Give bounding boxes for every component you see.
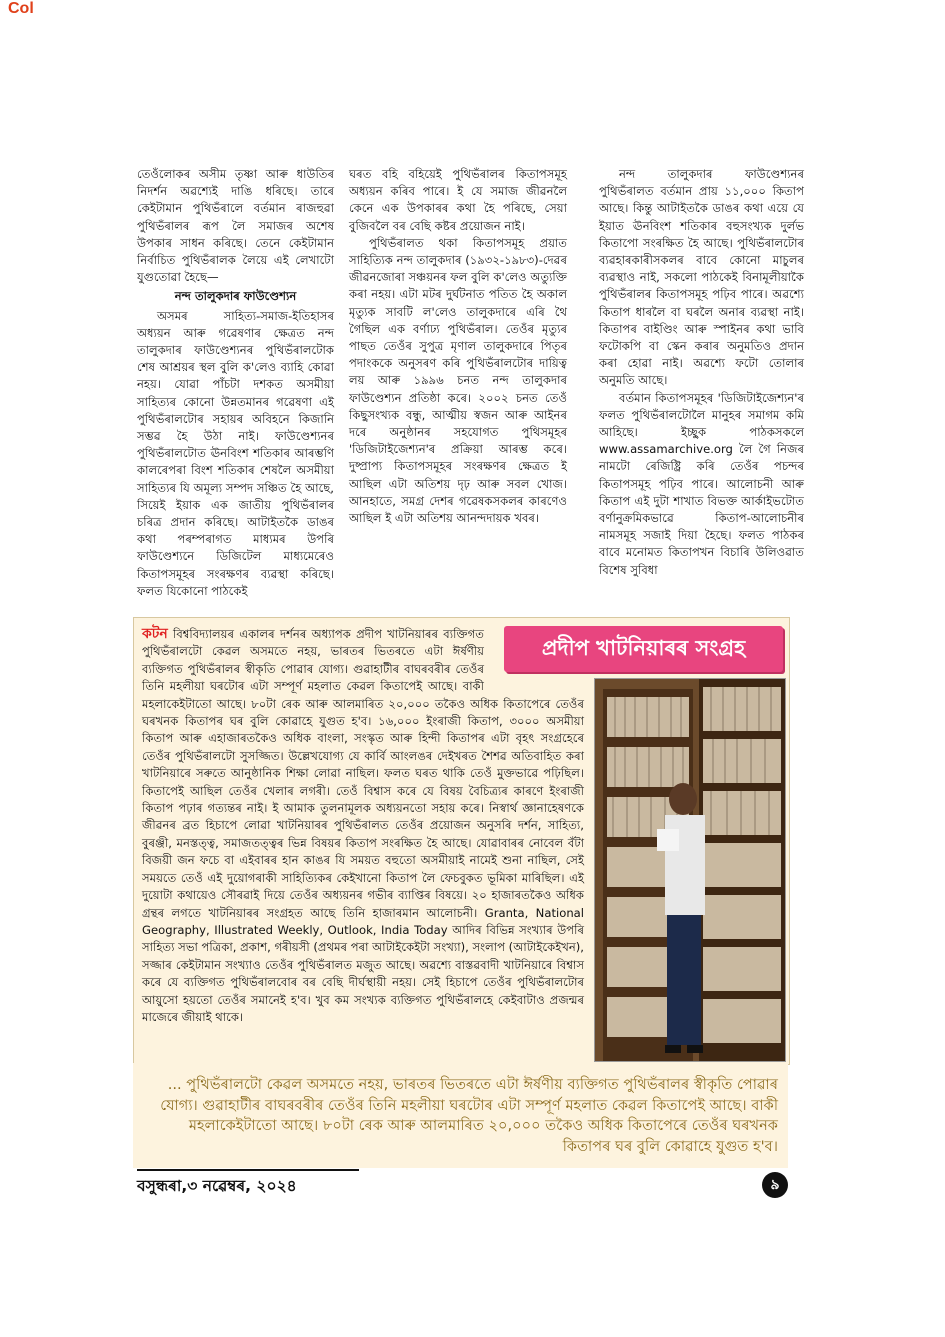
paragraph: অসমৰ সাহিত্য-সমাজ-ইতিহাসৰ অধ্যয়ন আৰু গৱেষণাৰ ক্ষেত্ৰত নন্দ তালুকদাৰ ফাউণ্ডেশ্যনৰ পুথিভঁৰালটোক শেষ আশ্ৰয়ৰ স্থল বুলি ক'লেও ব্যাহি কোৱা নহয়। যোৱা পাঁচটা দশকত অসমীয়া সাহিত্যৰ কোনো উন্নতমানৰ গৱেষণা এই পুথিভঁৰালটোৰ সহায়ৰ অবিহনে কিজানি সম্ভৱ হৈ উঠা নাই। ফাউণ্ডেশ্যনৰ পুথিভঁৰালটোত ঊনবিংশ শতিকাৰ আৰম্ভণি কালৰেপৰা বিংশ শতিকাৰ শেষলৈ অসমীয়া সাহিত্যৰ যি অমূল্য সম্পদ সঞ্চিত হৈ আছে, সিয়েই ইয়াক এক জাতীয় পুথিভঁৰালৰ চৰিত্ৰ প্ৰদান কৰিছে। আটাইতকৈ ডাঙৰ কথা পৰম্পৰাগত মাধ্যমৰ উপৰি ফাউণ্ডেশ্যনে ডিজিটেল মাধ্যমেৰেও কিতাপসমূহৰ সংৰক্ষণৰ ব্যৱস্থা কৰিছে। ফলত যিকোনো পাঠকেই: [137, 308, 334, 598]
pull-quote: [133, 1063, 788, 1168]
footer-publication: বসুন্ধৰা,৩ নৱেম্বৰ, ২০২৪: [137, 1177, 297, 1195]
article-column-2: [349, 166, 567, 527]
paragraph: নন্দ তালুকদাৰ ফাউণ্ডেশ্যনৰ পুথিভঁৰালত বৰ্তমান প্ৰায় ১১,০০০ কিতাপ আছে। কিন্তু আটাইতকৈ ডাঙৰ কথা এয়ে যে ইয়াত ঊনবিংশ শতিকাৰ বহুসংখ্যক দুৰ্লভ কিতাপো সংৰক্ষিত হৈ আছে। পুথিভঁৰালটোৰ ব্যৱহাৰকাৰীসকলৰ বাবে কোনো মাচুলৰ ব্যৱস্থাও নাই, সকলো পাঠকেই বিনামূলীয়াকৈ পুথিভঁৰালৰ কিতাপসমূহ পঢ়িব পাৰে। অৱশ্যে কিতাপ ধাৰলৈ বা ঘৰলৈ অনাৰ ব্যৱস্থা নাই। কিতাপৰ বাইণ্ডিং আৰু স্পাইনৰ কথা ভাবি ফটোকপি বা স্কেন কৰাৰ অনুমতিও প্ৰদান কৰা হোৱা নাই। অৱশ্যে ফটো তোলাৰ অনুমতি আছে।: [599, 167, 804, 388]
library-photo: [594, 678, 786, 1062]
page-number: ৯: [762, 1172, 788, 1198]
article-column-1: [137, 166, 334, 600]
paragraph: ঘৰত বহি বহিয়েই পুথিভঁৰালৰ কিতাপসমূহ অধ্যয়ন কৰিব পাৰে। ই যে সমাজ জীৱনলৈ কেনে এক উপকাৰৰ কথা হৈ পৰিছে, সেয়া বুজিবলৈ বৰ বেছি কষ্টৰ প্ৰয়োজন নাই।: [349, 167, 567, 233]
paragraph: বৰ্তমান কিতাপসমূহৰ 'ডিজিটাইজেশ্যন'ৰ ফলত পুথিভঁৰালটোলৈ মানুহৰ সমাগম কমি আহিছে। ইচ্ছুক পাঠকসকলে www.assamarchive.org লৈ গৈ নিজৰ নামটো ৰেজিষ্ট্ৰি কৰি তেওঁৰ পচন্দৰ কিতাপসমূহ পঢ়িব পাৰে। আলোচনী আৰু কিতাপ এই দুটা শাখাত বিভক্ত আৰ্কাইভটোত বৰ্ণানুক্ৰমিকভাৱে কিতাপ-আলোচনীৰ নামসমূহ সজাই দিয়া হৈছে। ফলত পাঠকৰ বাবে মনোমত কিতাপখন বিচাৰি উলিওৱাত বিশেষ সুবিধা: [599, 390, 804, 577]
section-subhead: নন্দ তালুকদাৰ ফাউণ্ডেশ্যন: [174, 289, 297, 304]
paragraph: তেওঁলোকৰ অসীম তৃষ্ণা আৰু ধাউতিৰ নিদৰ্শন অৱশ্যেই দাঙি ধৰিছে। তাৰে কেইটামান পুথিভঁৰালে বৰ্তমান ৰাজহুৱা পুথিভঁৰালৰ ৰূপ লৈ সমাজৰ অশেষ উপকাৰ সাধন কৰিছে। তেনে কেইটামান নিৰ্বাচিত পুথিভঁৰালক লৈয়ে এই লেখাটো যুগুতোৱা হৈছে—: [137, 167, 334, 285]
feature-banner-title: প্ৰদীপ খাটনিয়াৰৰ সংগ্ৰহ: [504, 626, 783, 672]
paragraph: পুথিভঁৰালত থকা কিতাপসমূহ প্ৰয়াত সাহিত্যিক নন্দ তালুকদাৰ (১৯৩২-১৯৮৩)-দেৱৰ জীৱনজোৰা সঞ্চয়নৰ ফল বুলি ক'লেও অত্যুক্তি কৰা নহয়। এটা মটৰ দুৰ্ঘটনাত পতিত হৈ অকাল মৃত্যুক সাবটি ল'লেও তালুকদাৰে এৰি থৈ গৈছিল এক বৰ্ণাঢ্য পুথিভঁৰাল। তেওঁৰ মৃত্যুৰ পাছত তেওঁৰ সুপুত্ৰ মৃণাল তালুকদাৰে পিতৃৰ পদাংককে অনুসৰণ কৰি পুথিভঁৰালটোৰ দায়িত্ব লয় আৰু ১৯৯৬ চনত নন্দ তালুকদাৰ ফাউণ্ডেশ্যন প্ৰতিষ্ঠা কৰে। ২০০২ চনত তেওঁ কিছুসংখ্যক বন্ধু, আত্মীয় স্বজন আৰু আইনৰ দৰে অনুষ্ঠানৰ সহযোগত পুথিসমূহৰ 'ডিজিটাইজেশ্যন'ৰ প্ৰক্ৰিয়া আৰম্ভ কৰে। দুষ্প্ৰাপ্য কিতাপসমূহৰ সংৰক্ষণৰ ক্ষেত্ৰত ই আছিল এটা অতিশয় দৃঢ় আৰু সবল খোজ। আনহাতে, সমগ্ৰ দেশৰ গৱেষকসকলৰ কাৰণেও আছিল ই এটা অতিশয় আনন্দদায়ক খবৰ।: [349, 235, 567, 526]
lead-word: কটন: [142, 626, 168, 642]
footer-rule: [137, 1169, 359, 1171]
corner-tag: Col: [8, 0, 34, 17]
bookshelf-photo-icon: [595, 679, 785, 1061]
pull-quote-text: ... পুথিভঁৰালটো কেৱল অসমতে নহয়, ভাৰতৰ ভিতৰতে এটা ঈৰ্ষণীয় ব্যক্তিগত পুথিভঁৰালৰ স্বীকৃতি পোৱাৰ যোগ্য। গুৱাহাটীৰ বাঘৰবৰীৰ তেওঁৰ তিনি মহলীয়া ঘৰটোৰ এটা সম্পূৰ্ণ মহলাত কেৱল কিতাপেই আছে। বাকী মহলাকেইটাতো আছে। ৮০টা ৰেক আৰু আলমাৰিত ২০,০০০ তকৈও অধিক কিতাপেৰে তেওঁৰ ঘৰখনক কিতাপৰ ঘৰ বুলি কোৱাহে যুগুত হ'ব।: [160, 1076, 778, 1155]
feature-box: [133, 617, 790, 1065]
feature-body: বিশ্ববিদ্যালয়ৰ একালৰ দৰ্শনৰ অধ্যাপক প্ৰদীপ খাটনিয়াৰৰ ব্যক্তিগত পুথিভঁৰালটো কেৱল অসমতে নহয়, ভাৰতৰ ভিতৰতে এটা ঈৰ্ষণীয় ব্যক্তিগত পুথিভঁৰালৰ স্বীকৃতি পোৱাৰ যোগ্য। গুৱাহাটীৰ বাঘৰবৰীৰ তেওঁৰ তিনি মহলীয়া ঘৰটোৰ এটা সম্পূৰ্ণ মহলাত কেৱল কিতাপেই আছে। বাকী মহলাকেইটাতো আছে। ৮০টা ৰেক আৰু আলমাৰিত ২০,০০০ তকৈও অধিক কিতাপেৰে তেওঁৰ ঘৰখনক কিতাপৰ ঘৰ বুলি কোৱাহে যুগুত হ'ব। ১৬,০০০ ইংৰাজী কিতাপ, ৩০০০ অসমীয়া কিতাপ আৰু এহাজাৰতকৈও অধিক বাংলা, সংস্কৃত আৰু হিন্দী কিতাপৰ এটা বৃহৎ সংগ্ৰহেৰে তেওঁৰ পুথিভঁৰালটো সুসজ্জিত। উল্লেখযোগ্য যে কাৰ্বি আংলঙৰ দেইখৰত শৈশৱ অতিবাহিত কৰা খাটনিয়াৰে সৰুতে আনুষ্ঠানিক শিক্ষা লোৱা নাছিল। ফলত ঘৰত থাকি তেওঁ মুক্তভাৱে পঢ়িছিল। কিতাপেই আছিল তেওঁৰ খেলাৰ লগৰী। তেওঁ বিশ্বাস কৰে যে বিষয় বৈচিত্ৰ্যৰ কাৰণে ইংৰাজী কিতাপ পঢ়াৰ গত্যন্তৰ নাই। ই আমাক তুলনামূলক অধ্যয়নতো সহায় কৰে। নিস্বাৰ্থ জ্ঞানাহেষণকে জীৱনৰ ব্ৰত হিচাপে লোৱা খাটনিয়াৰৰ পুথিভঁৰালত তেওঁৰ প্ৰয়োজন অনুসৰি দৰ্শন, সাহিত্য, বুৰঞ্জী, মনস্তত্ত্ব, সমাজতত্ত্বৰ ভিন্ন বিষয়ৰ কিতাপ সংৰক্ষিত হৈ আছে। যোৱাবাৰৰ নোবেল বঁটা বিজয়ী জন ফচে বা এইবাৰৰ হান কাঙৰ যি সময়ত বহুতো অসমীয়াই নামেই শুনা নাছিল, সেই সময়তে তেওঁ এই দুয়োগৰাকী সাহিত্যিকৰ কেইখানো কিতাপ লৈ ফেচবুকত ভূমিকা মাৰিছিল। এই দুয়োটা কথায়েও সৌৰৱাই দিয়ে তেওঁৰ অধ্যয়নৰ গভীৰ ব্যাপ্তিৰ বিষয়ে। ২০ হাজাৰতকৈও অধিক গ্ৰন্থৰ লগতে খাটনিয়াৰৰ সংগ্ৰহত আছে তিনি হাজাৰমান আলোচনী। Granta, National Geography, Illustrated Weekly, Outlook, India Today আদিৰ বিভিন্ন সংখ্যাৰ উপৰি সাহিত্য সভা পত্ৰিকা, প্ৰকাশ, গৰীয়সী (প্ৰথমৰ পৰা আটাইকেইটা সংখ্যা), সংলাপ (আটাইকেইখন), সজ্জাৰ কেইটামান সংখ্যাও তেওঁৰ পুথিভঁৰালত মজুত আছে। অৱশ্যে বাস্তৱবাদী খাটনিয়াৰে বিশ্বাস কৰে যে ব্যক্তিগত পুথিভঁৰালবোৰ বৰ বেছি দীৰ্ঘস্থায়ী নহয়। সেই হিচাপে তেওঁৰ পুথিভঁৰালটোৰ আয়ুসো হয়তো তেওঁৰ সমানেই হ'ব। খুব কম সংখ্যক ব্যক্তিগত পুথিভঁৰালহে কেইবাটাও প্ৰজন্মৰ মাজেৰে জীয়াই থাকে।: [142, 627, 584, 1024]
article-column-3: [599, 166, 804, 579]
